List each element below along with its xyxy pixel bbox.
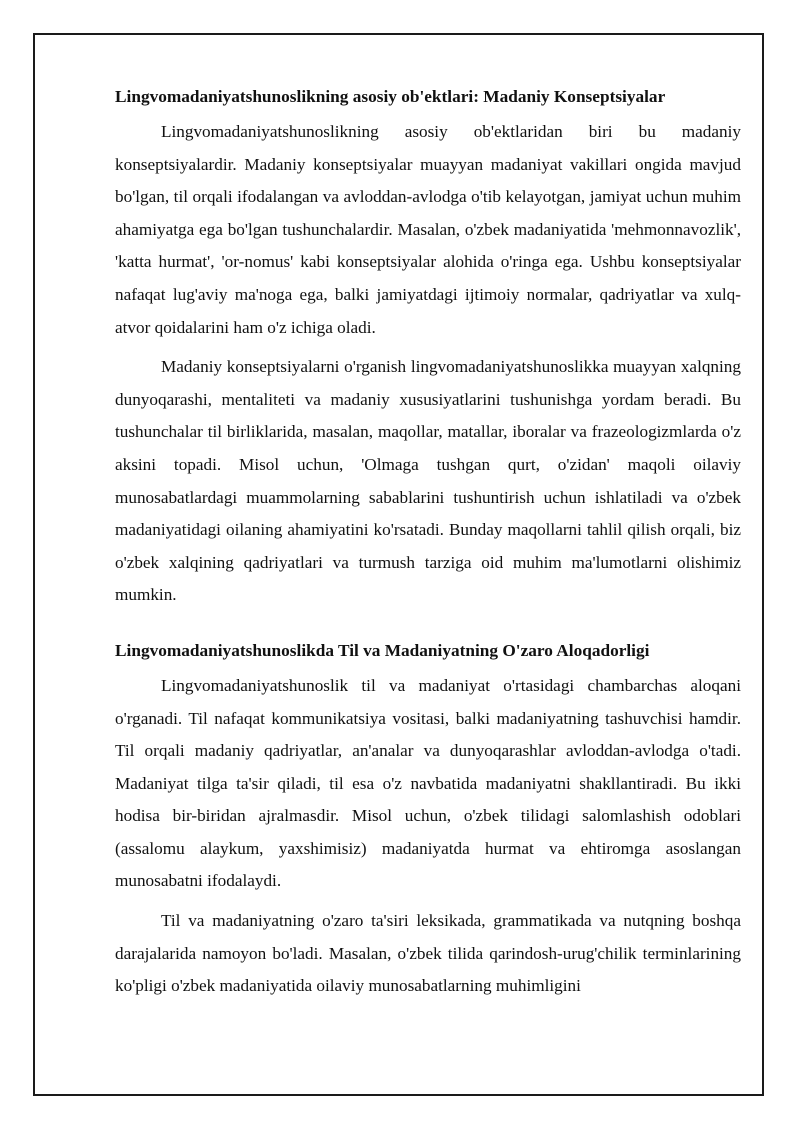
paragraph-4: Til va madaniyatning o'zaro ta'siri leksikada, grammatikada va nutqning boshqa darajalarida namoyon bo'ladi. Masalan, o'zbek tilida qarindosh-urug'chilik terminlarining ko'pligi o'zbek madaniyatida oilaviy munosabatlarning muhimligini (115, 911, 741, 996)
section-heading-2: Lingvomadaniyatshunoslikda Til va Madaniyatning O'zaro Aloqadorligi (115, 640, 650, 660)
paragraph-2: Madaniy konseptsiyalarni o'rganish lingvomadaniyatshunoslikka muayyan xalqning dunyoqarashi, mentaliteti va madaniy xususiyatlarini tushunishga yordam beradi. Bu tushunchalar til birliklarida, masalan, maqollar, matallar, iboralar va frazeologizmlarda o'z aksini topadi. Misol uchun, 'Olmaga tushgan qurt, o'zidan' maqoli oilaviy munosabatlardagi muammolarning sabablarini tushuntirish uchun ishlatiladi va o'zbek madaniyatidagi oilaning ahamiyatini ko'rsatadi. Bunday maqollarni tahlil qilish orqali, biz o'zbek xalqining qadriyatlari va turmush tarziga oid muhim ma'lumotlarni olishimiz mumkin. (115, 357, 741, 605)
paragraph-1: Lingvomadaniyatshunoslikning asosiy ob'ektlaridan biri bu madaniy konseptsiyalardir. Madaniy konseptsiyalar muayyan madaniyat vakillari ongida mavjud bo'lgan, til orqali ifodalangan va avloddan-avlodga o'tib kelayotgan, jamiyat uchun muhim ahamiyatga ega bo'lgan tushunchalardir. Masalan, o'zbek madaniyatida 'mehmonnavozlik', 'katta hurmat', 'or-nomus' kabi konseptsiyalar alohida o'ringa ega. Ushbu konseptsiyalar nafaqat lug'aviy ma'noga ega, balki jamiyatdagi ijtimoiy normalar, qadriyatlar va xulq-atvor qoidalarini ham o'z ichiga oladi. (115, 122, 741, 337)
document-body (115, 85, 741, 1010)
section-heading-1: Lingvomadaniyatshunoslikning asosiy ob'ektlari: Madaniy Konseptsiyalar (115, 87, 666, 106)
paragraph-3: Lingvomadaniyatshunoslik til va madaniyat o'rtasidagi chambarchas aloqani o'rganadi. Til nafaqat kommunikatsiya vositasi, balki madaniyatning tashuvchisi hamdir. Til orqali madaniy qadriyatlar, an'analar va dunyoqarashlar avloddan-avlodga o'tadi. Madaniyat tilga ta'sir qiladi, til esa o'z navbatida madaniyatni shakllantiradi. Bu ikki hodisa bir-biridan ajralmasdir. Misol uchun, o'zbek tilidagi salomlashish odoblari (assalomu alaykum, yaxshimisiz) madaniyatda hurmat va ehtiromga asoslangan munosabatni ifodalaydi. (115, 675, 741, 891)
